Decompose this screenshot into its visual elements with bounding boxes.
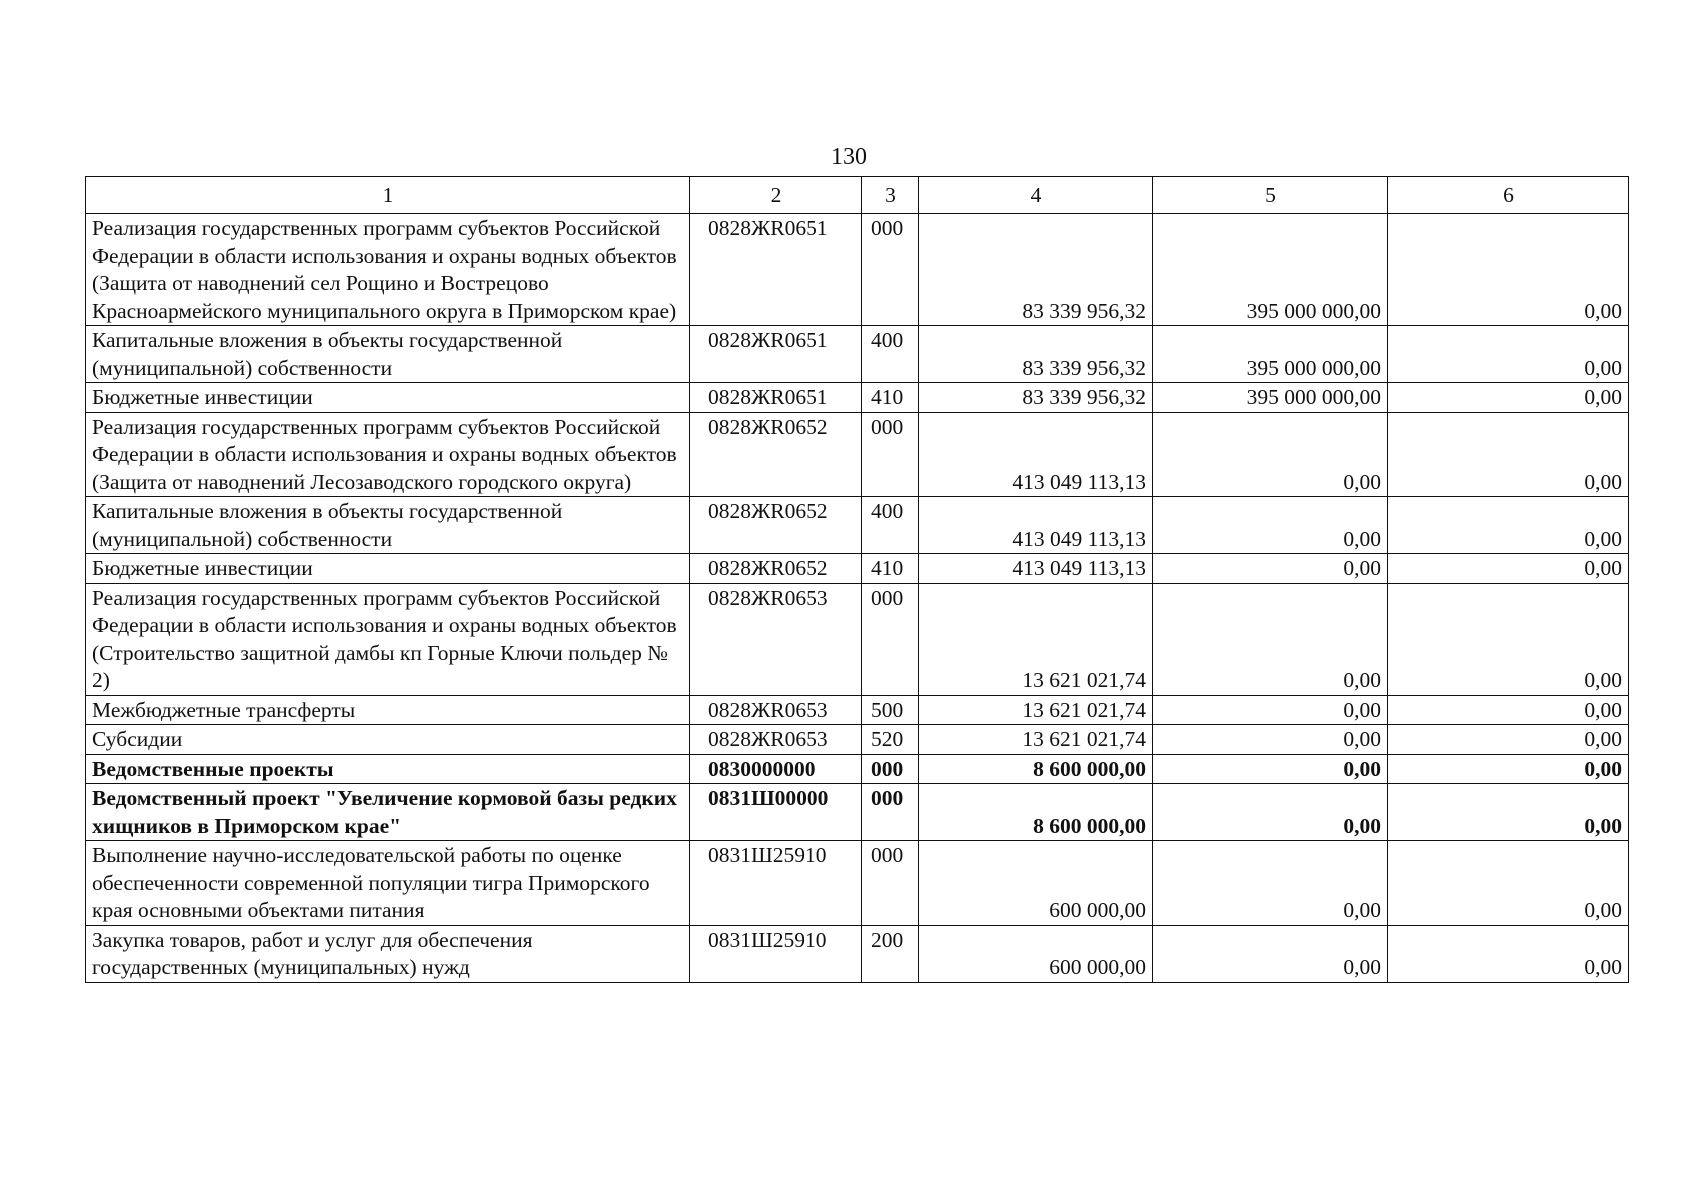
row-amount-col6-cell: 0,00 [1388,497,1629,554]
column-number-header: 2 [690,177,862,214]
table-row [86,925,1629,982]
row-name-cell: Реализация государственных программ субъектов Российской Федерации в области использования и охраны водных объектов (Строительство защитной дамбы кп Горные Ключи польдер № 2) [86,583,690,695]
budget-table [85,176,1629,983]
row-code-cell: 0831Ш00000 [690,784,862,841]
row-expense-type-cell: 000 [862,784,919,841]
row-amount-col4-cell: 83 339 956,32 [919,383,1153,413]
row-amount-col5-cell: 0,00 [1153,784,1388,841]
row-amount-col4-cell: 413 049 113,13 [919,554,1153,584]
row-expense-type-cell: 000 [862,412,919,497]
table-row [86,725,1629,755]
row-code-cell: 0828ЖR0653 [690,583,862,695]
row-name-cell: Бюджетные инвестиции [86,554,690,584]
row-amount-col4-cell: 8 600 000,00 [919,754,1153,784]
row-code-cell: 0828ЖR0652 [690,554,862,584]
row-code-cell: 0828ЖR0651 [690,326,862,383]
row-code-cell: 0828ЖR0651 [690,214,862,326]
row-code-cell: 0828ЖR0652 [690,412,862,497]
row-code-cell: 0831Ш25910 [690,841,862,926]
row-amount-col5-cell: 0,00 [1153,925,1388,982]
row-name-cell: Реализация государственных программ субъектов Российской Федерации в области использования и охраны водных объектов (Защита от наводнений сел Рощино и Вострецово Красноармейского муниципального округа в Приморском крае) [86,214,690,326]
row-expense-type-cell: 000 [862,583,919,695]
row-amount-col5-cell: 0,00 [1153,841,1388,926]
row-name-cell: Межбюджетные трансферты [86,695,690,725]
row-amount-col6-cell: 0,00 [1388,412,1629,497]
row-amount-col4-cell: 600 000,00 [919,841,1153,926]
table-row [86,554,1629,584]
row-name-cell: Выполнение научно-исследовательской работы по оценке обеспеченности современной популяции тигра Приморского края основными объектами питания [86,841,690,926]
row-amount-col5-cell: 0,00 [1153,412,1388,497]
row-amount-col5-cell: 0,00 [1153,754,1388,784]
row-expense-type-cell: 200 [862,925,919,982]
column-number-header-row [86,177,1629,214]
row-amount-col5-cell: 0,00 [1153,497,1388,554]
row-code-cell: 0831Ш25910 [690,925,862,982]
row-amount-col4-cell: 413 049 113,13 [919,412,1153,497]
table-row [86,695,1629,725]
row-expense-type-cell: 410 [862,383,919,413]
table-row [86,497,1629,554]
table-row [86,412,1629,497]
row-name-cell: Капитальные вложения в объекты государственной (муниципальной) собственности [86,326,690,383]
row-amount-col6-cell: 0,00 [1388,925,1629,982]
row-amount-col6-cell: 0,00 [1388,583,1629,695]
row-amount-col6-cell: 0,00 [1388,554,1629,584]
row-amount-col5-cell: 0,00 [1153,583,1388,695]
row-amount-col5-cell: 0,00 [1153,554,1388,584]
row-amount-col4-cell: 413 049 113,13 [919,497,1153,554]
row-amount-col5-cell: 395 000 000,00 [1153,214,1388,326]
column-number-header: 4 [919,177,1153,214]
row-expense-type-cell: 000 [862,754,919,784]
row-amount-col6-cell: 0,00 [1388,214,1629,326]
row-expense-type-cell: 000 [862,214,919,326]
column-number-header: 3 [862,177,919,214]
table-row [86,326,1629,383]
row-code-cell: 0830000000 [690,754,862,784]
row-amount-col4-cell: 83 339 956,32 [919,326,1153,383]
row-amount-col6-cell: 0,00 [1388,383,1629,413]
row-amount-col4-cell: 8 600 000,00 [919,784,1153,841]
row-amount-col5-cell: 395 000 000,00 [1153,383,1388,413]
row-code-cell: 0828ЖR0653 [690,725,862,755]
row-amount-col4-cell: 600 000,00 [919,925,1153,982]
row-name-cell: Субсидии [86,725,690,755]
row-amount-col5-cell: 0,00 [1153,725,1388,755]
row-amount-col6-cell: 0,00 [1388,841,1629,926]
row-expense-type-cell: 400 [862,326,919,383]
row-code-cell: 0828ЖR0652 [690,497,862,554]
row-name-cell: Ведомственные проекты [86,754,690,784]
table-row [86,583,1629,695]
table-row [86,841,1629,926]
row-amount-col6-cell: 0,00 [1388,695,1629,725]
table-row [86,383,1629,413]
row-expense-type-cell: 520 [862,725,919,755]
row-code-cell: 0828ЖR0651 [690,383,862,413]
row-amount-col5-cell: 395 000 000,00 [1153,326,1388,383]
row-name-cell: Ведомственный проект "Увеличение кормовой базы редких хищников в Приморском крае" [86,784,690,841]
table-row [86,784,1629,841]
row-expense-type-cell: 000 [862,841,919,926]
row-amount-col6-cell: 0,00 [1388,326,1629,383]
table-row [86,754,1629,784]
row-expense-type-cell: 500 [862,695,919,725]
column-number-header: 5 [1153,177,1388,214]
row-name-cell: Реализация государственных программ субъектов Российской Федерации в области использования и охраны водных объектов (Защита от наводнений Лесозаводского городского округа) [86,412,690,497]
row-expense-type-cell: 410 [862,554,919,584]
table-row [86,214,1629,326]
column-number-header: 1 [86,177,690,214]
row-name-cell: Капитальные вложения в объекты государственной (муниципальной) собственности [86,497,690,554]
row-amount-col4-cell: 13 621 021,74 [919,695,1153,725]
row-amount-col4-cell: 83 339 956,32 [919,214,1153,326]
row-amount-col6-cell: 0,00 [1388,754,1629,784]
row-name-cell: Закупка товаров, работ и услуг для обеспечения государственных (муниципальных) нужд [86,925,690,982]
row-amount-col6-cell: 0,00 [1388,725,1629,755]
row-name-cell: Бюджетные инвестиции [86,383,690,413]
row-expense-type-cell: 400 [862,497,919,554]
budget-table-body [86,177,1629,983]
page-number: 130 [831,144,867,170]
row-code-cell: 0828ЖR0653 [690,695,862,725]
column-number-header: 6 [1388,177,1629,214]
row-amount-col4-cell: 13 621 021,74 [919,725,1153,755]
row-amount-col6-cell: 0,00 [1388,784,1629,841]
row-amount-col4-cell: 13 621 021,74 [919,583,1153,695]
row-amount-col5-cell: 0,00 [1153,695,1388,725]
